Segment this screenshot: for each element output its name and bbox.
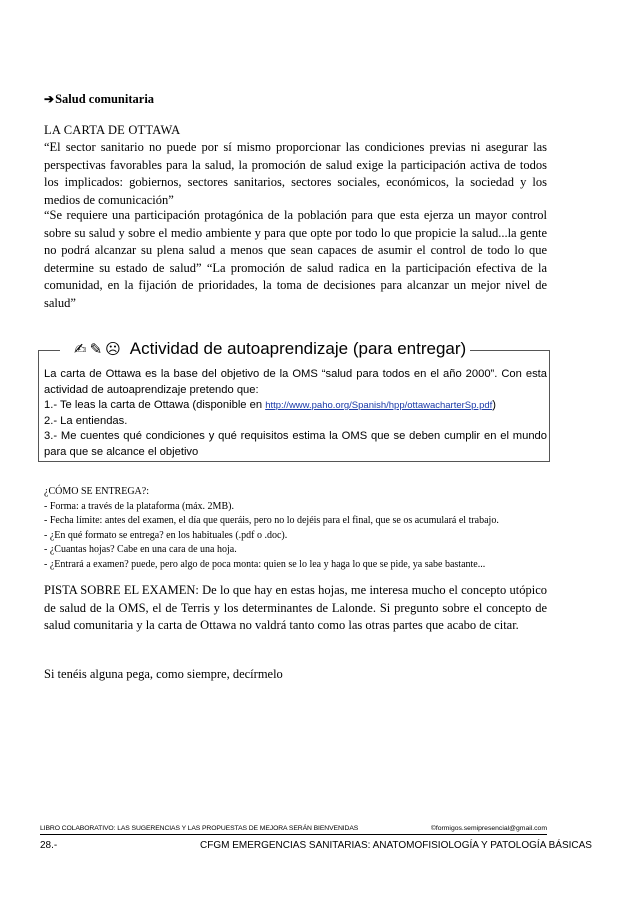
activity-item-1-prefix: 1.- Te leas la carta de Ottawa (disponible en	[44, 399, 266, 411]
activity-box-top-rule-right	[470, 350, 550, 351]
writing-hand-icon: ✍✎☹	[74, 341, 124, 358]
list-item: - Fecha límite: antes del examen, el día que queráis, pero no lo dejéis para el final, que se os acumulará el trabajo.	[44, 514, 554, 529]
activity-item-2: 2.- La entiendas.	[44, 414, 128, 427]
carta-title: LA CARTA DE OTTAWA	[44, 123, 181, 137]
section-heading-text: Salud comunitaria	[55, 92, 155, 106]
activity-item-1	[44, 398, 547, 414]
closing-line: Si tenéis alguna pega, como siempre, decírmelo	[44, 667, 283, 681]
list-item: - ¿Entrará a examen? puede, pero algo de poca monta: quien se lo lea y haga lo que se pide, ya sabe bastante...	[44, 558, 554, 573]
activity-intro: La carta de Ottawa es la base del objetivo de la OMS “salud para todos en el año 2000”. Con esta actividad de autoaprendizaje pretendo que:	[44, 368, 547, 396]
page-number: 28.-	[40, 840, 58, 851]
course-title: CFGM EMERGENCIAS SANITARIAS: ANATOMOFISIOLOGÍA Y PATOLOGÍA BÁSICAS	[200, 840, 592, 851]
list-item: - ¿En qué formato se entrega? en los habituales (.pdf o .doc).	[44, 529, 554, 544]
activity-item-1-suffix: )	[492, 399, 497, 411]
quote-paragraph-2: “Se requiere una participación protagónica de la población para que esta ejerza un mayor control sobre su salud y sobre el medio ambiente y para que opte por todo lo que propicie la salud...la gente no podrá alcanzar su plena salud a menos que sean capaces de asumir el control de todo lo que determine su estado de salud” “La promoción de salud radica en la participación efectiva de la comunidad, en la fijación de prioridades, la toma de decisiones para alcanzar un mejor nivel de salud”	[44, 208, 547, 310]
footer-email: ©formigos.semipresencial@gmail.com	[430, 825, 547, 832]
activity-title-text: Actividad de autoaprendizaje (para entregar)	[129, 339, 467, 358]
list-item: - Forma: a través de la plataforma (máx. 2MB).	[44, 500, 554, 515]
list-item: - ¿Cuantas hojas? Cabe en una cara de una hoja.	[44, 543, 554, 558]
entrega-list	[44, 500, 554, 573]
activity-body	[44, 367, 547, 460]
footer-divider	[40, 834, 547, 835]
ottawa-charter-link[interactable]: http://www.paho.org/Spanish/hpp/ottawacharterSp.pdf	[265, 400, 493, 411]
entrega-section	[44, 485, 554, 572]
section-heading	[44, 92, 154, 107]
arrow-right-icon: ➔	[44, 92, 55, 106]
entrega-title: ¿CÓMO SE ENTREGA?:	[44, 486, 149, 497]
footer-note: LIBRO COLABORATIVO: LAS SUGERENCIAS Y LAS PROPUESTAS DE MEJORA SERÁN BIENVENIDAS	[40, 825, 359, 832]
activity-box-top-rule-left	[38, 350, 60, 351]
activity-title	[70, 339, 470, 359]
exam-tip-paragraph: PISTA SOBRE EL EXAMEN: De lo que hay en estas hojas, me interesa mucho el concepto utópico de salud de la OMS, el de Terris y los determinantes de Lalonde. Si pregunto sobre el concepto de salud comunitaria y la carta de Ottawa no valdrá tanto como las otras partes que acabo de citar.	[44, 583, 547, 632]
quote-paragraph-1: “El sector sanitario no puede por sí mismo proporcionar las condiciones previas ni asegurar las perspectivas favorables para la salud, la promoción de salud exige la participación activa de todos los implicados: gobiernos, sectores sanitarios, sectores sociales, económicos, la sociedad y los medios de comunicación”	[44, 140, 547, 207]
activity-item-3: 3.- Me cuentes qué condiciones y qué requisitos estima la OMS que se deben cumplir en el mundo para que se alcance el objetivo	[44, 430, 547, 458]
